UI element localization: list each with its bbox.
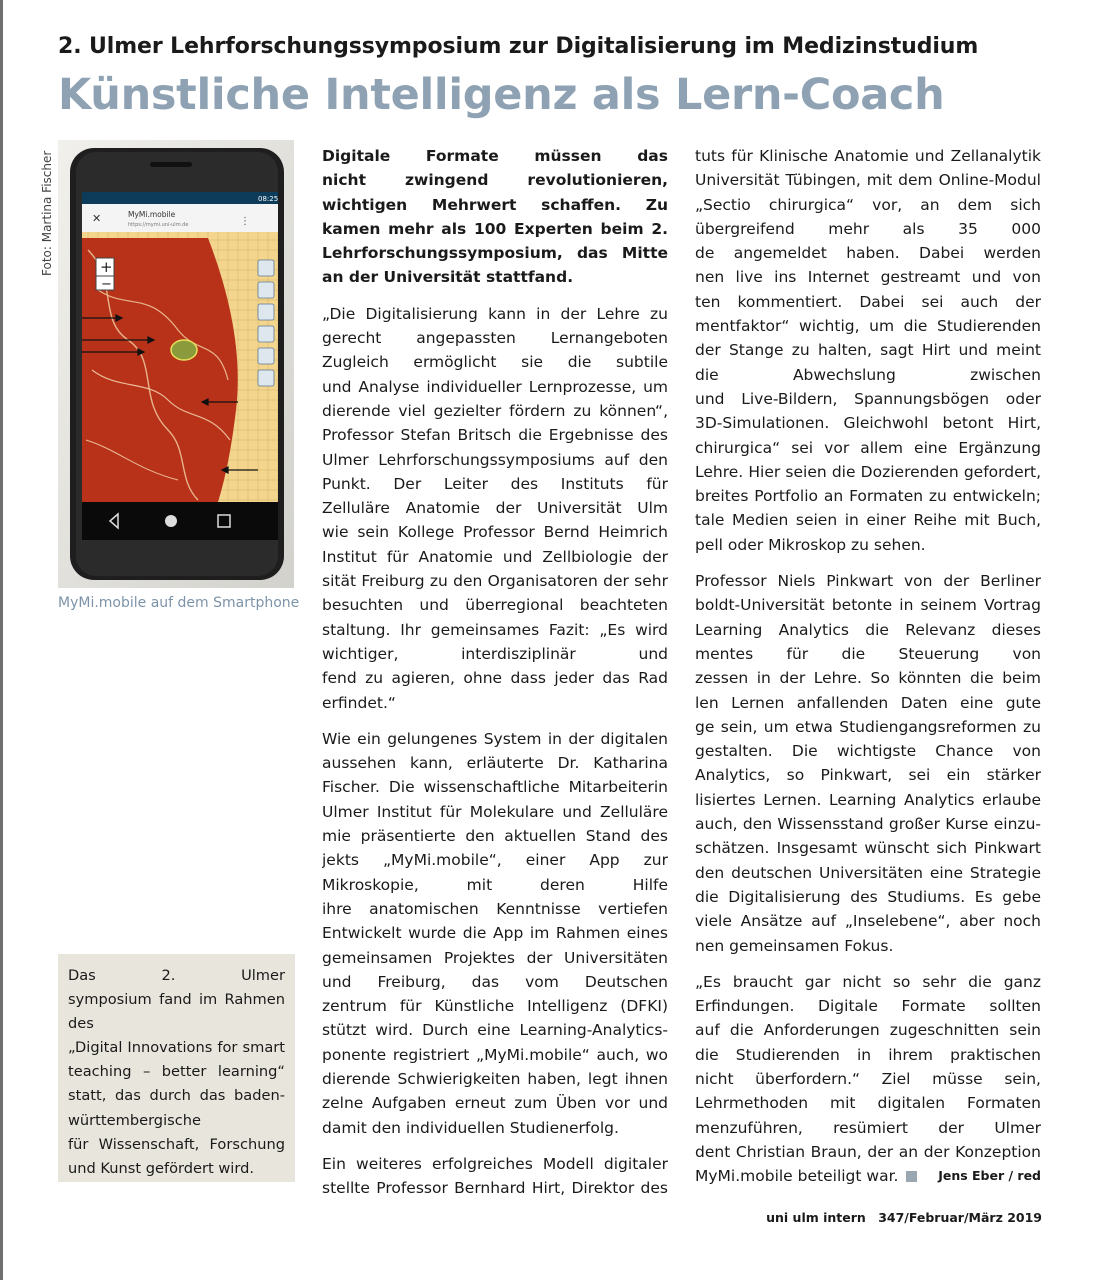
text-line: übergreifend mehr als 35 000 [695,219,1041,238]
text-line: sität Freiburg zu den Organisatoren der sehr [322,572,668,591]
lead-line: nicht zwingend revolutionieren, [322,171,668,190]
body-paragraph [695,569,1041,958]
author-credit: Jens Eber / red [938,1168,1041,1184]
text-line: damit den individuellen Studienerfolg. [322,1118,619,1137]
text-line: der Stange zu halten, sagt Hirt und meint [695,341,1041,360]
text-line: wichtiger, interdisziplinär und [322,644,668,663]
text-line: Mikroskopie, mit deren Hilfe [322,875,668,894]
article-column-2 [695,144,1041,1188]
final-line [695,1164,1041,1188]
text-line: Universität Tübingen, mit dem Online-Modul [695,171,1041,190]
text-line: Professor Niels Pinkwart von der Berliner [695,572,1041,591]
text-line: jekts „MyMi.mobile“, einer App zur [322,851,668,870]
info-line: symposium fand im Rahmen [68,991,285,1009]
text-line: mentes für die Steuerung von [695,644,1041,663]
text-line: Analytics, so Pinkwart, sei ein stärker [695,766,1041,785]
lead-paragraph [322,144,668,290]
text-line: MyMi.mobile beteiligt war. [695,1167,899,1186]
text-line: mie präsentierte den aktuellen Stand des [322,827,668,846]
text-line: schätzen. Insgesamt wünscht sich Pinkwart [695,839,1041,858]
info-line: „Digital Innovations for smart [68,1039,285,1057]
issue-info: 347/Februar/März 2019 [878,1210,1042,1225]
text-line: Zelluläre Anatomie der Universität Ulm [322,499,668,518]
text-line: zentrum für Künstliche Intelligenz (DFKI) [322,997,668,1016]
lead-line: kamen mehr als 100 Experten beim 2. [322,219,668,238]
article-column-1 [322,144,668,1200]
text-line: Wie ein gelungenes System in der digitalen [322,729,668,748]
text-line: Punkt. Der Leiter des Instituts für [322,474,668,493]
text-line: besuchten und überregional beachteten [322,596,668,615]
text-line: „Sectio chirurgica“ vor, an dem sich [695,195,1041,214]
text-line: gerecht angepassten Lernangeboten [322,329,668,348]
info-line: und Kunst gefördert wird. [68,1159,254,1177]
body-paragraph [322,302,668,715]
text-line: die Abwechslung zwischen [695,365,1041,384]
text-line: auf die Anforderungen zugeschnitten sein [695,1021,1041,1040]
text-line: zessen in der Lehre. So könnten die beim [695,669,1041,688]
screen-app-title: MyMi.mobile [128,210,176,219]
text-line: gestalten. Die wichtigste Chance von [695,742,1041,761]
info-line: teaching – better learning“ [68,1063,285,1081]
text-line: nen gemeinsamen Fokus. [695,936,894,955]
text-line: „Die Digitalisierung kann in der Lehre zu [322,304,668,323]
text-line: und Live-Bildern, Spannungsbögen oder [695,389,1041,408]
text-line: len Lernen anfallenden Daten eine gute [695,693,1041,712]
text-line: die Digitalisierung des Studiums. Es gebe [695,887,1041,906]
text-line: zelne Aufgaben erneut zum Üben vor und [322,1094,668,1113]
lead-line: an der Universität stattfand. [322,268,574,287]
text-line: Fischer. Die wissenschaftliche Mitarbeiterin [322,778,668,797]
info-line: für Wissenschaft, Forschung [68,1135,285,1153]
end-mark-icon [906,1171,917,1182]
text-line: ge sein, um etwa Studiengangsreformen zu [695,717,1041,736]
text-line: menzuführen, resümiert der Ulmer [695,1118,1041,1137]
text-line: ten kommentiert. Dabei sei auch der [695,292,1041,311]
photo-credit: Foto: Martina Fischer [40,150,54,276]
body-paragraph [695,970,1041,1189]
page-footer [766,1210,1042,1225]
text-line: mentfaktor“ wichtig, um die Studierenden [695,317,1041,336]
text-line: Ulmer Institut für Molekulare und Zelluläre [322,802,668,821]
text-line: Lehrmethoden mit digitalen Formaten [695,1094,1041,1113]
text-line: stützt wird. Durch eine Learning-Analytics- [322,1021,668,1040]
text-line: Erfindungen. Digitale Formate sollten [695,997,1041,1016]
article-photo [58,140,294,588]
text-line: auch, den Wissensstand großer Kurse einzu- [695,815,1041,834]
publication-name: uni ulm intern [766,1210,866,1225]
text-line: dierende viel gezielter fördern zu können“, [322,401,668,420]
text-line: ponente registriert „MyMi.mobile“ auch, wo [322,1045,668,1064]
text-line: Ein weiteres erfolgreiches Modell digitaler [322,1154,668,1173]
text-line: und Analyse individueller Lernprozesse, um [322,377,668,396]
article-kicker: 2. Ulmer Lehrforschungssymposium zur Digitalisierung im Medizinstudium [58,34,979,59]
text-line: dent Christian Braun, der an der Konzeption [695,1142,1041,1161]
text-line: Lehre. Hier seien die Dozierenden gefordert, [695,462,1041,481]
body-paragraph [322,1152,668,1201]
lead-line: Digitale Formate müssen das [322,147,668,165]
text-line: Learning Analytics die Relevanz dieses [695,620,1041,639]
text-line: tuts für Klinische Anatomie und Zellanalytik [695,147,1041,165]
text-line: Ulmer Lehrforschungssymposiums auf den [322,450,668,469]
text-line: Professor Stefan Britsch die Ergebnisse des [322,426,668,445]
text-line: ihre anatomischen Kenntnisse vertiefen [322,899,668,918]
text-line: aussehen kann, erläuterte Dr. Katharina [322,754,668,773]
text-line: pell oder Mikroskop zu sehen. [695,535,926,554]
info-line: des [68,1015,94,1033]
text-line: und Freiburg, das vom Deutschen [322,972,668,991]
text-line: erfindet.“ [322,693,396,712]
body-paragraph [322,727,668,1140]
screen-url: https://mymi.uni-ulm.de [128,222,189,228]
text-line: nen live ins Internet gestreamt und von [695,268,1041,287]
screen-time: 08:25 [258,195,279,203]
text-line: die Studierenden in ihrem praktischen [695,1045,1041,1064]
text-line: „Es braucht gar nicht so sehr die ganz [695,972,1041,991]
svg-text:+: + [100,258,113,276]
text-line: boldt-Universität betonte in seinem Vortrag [695,596,1041,615]
text-line: Entwickelt wurde die App im Rahmen eines [322,924,668,943]
text-line: stellte Professor Bernhard Hirt, Direktor des [322,1179,668,1198]
text-line: tale Medien seien in einer Reihe mit Buch, [695,511,1041,530]
info-line: württembergische [68,1111,201,1129]
text-line: lisiertes Lernen. Learning Analytics erlaube [695,790,1041,809]
svg-text:✕: ✕ [92,212,102,225]
body-paragraph [695,144,1041,557]
page-edge [0,0,3,1280]
text-line: breites Portfolio an Formaten zu entwickeln; [695,487,1041,506]
text-line: Institut für Anatomie und Zellbiologie der [322,547,668,566]
text-line: Zugleich ermöglicht sie die subtile [322,353,668,372]
article-headline: Künstliche Intelligenz als Lern-Coach [58,70,945,120]
text-line: fend zu agieren, ohne dass jeder das Rad [322,669,668,688]
svg-text:−: − [101,277,112,292]
info-box [58,954,295,1182]
info-line: Das 2. Ulmer [68,967,285,984]
text-line: dierende Schwierigkeiten haben, legt ihnen [322,1069,668,1088]
text-line: 3D-Simulationen. Gleichwohl betont Hirt, [695,414,1041,433]
text-line: nicht überfordern.“ Ziel müsse sein, [695,1069,1041,1088]
smartphone-photo [58,140,294,588]
lead-line: Lehrforschungssymposium, das Mitte [322,244,668,263]
text-line: de angemeldet haben. Dabei werden [695,244,1041,263]
lead-line: wichtigen Mehrwert schaffen. Zu [322,195,668,214]
text-line: staltung. Ihr gemeinsames Fazit: „Es wird [322,620,668,639]
text-line: wie sein Kollege Professor Bernd Heimrich [322,523,668,542]
text-line: gemeinsamen Projektes der Universitäten [322,948,668,967]
text-line: den deutschen Universitäten eine Strategie [695,863,1041,882]
info-line: statt, das durch das baden- [68,1087,285,1105]
text-line: chirurgica“ sei vor allem eine Ergänzung [695,438,1041,457]
svg-text:⋮: ⋮ [240,216,250,227]
photo-caption: MyMi.mobile auf dem Smartphone [58,595,300,611]
text-line: viele Ansätze auf „Inselebene“, aber noch [695,912,1041,931]
